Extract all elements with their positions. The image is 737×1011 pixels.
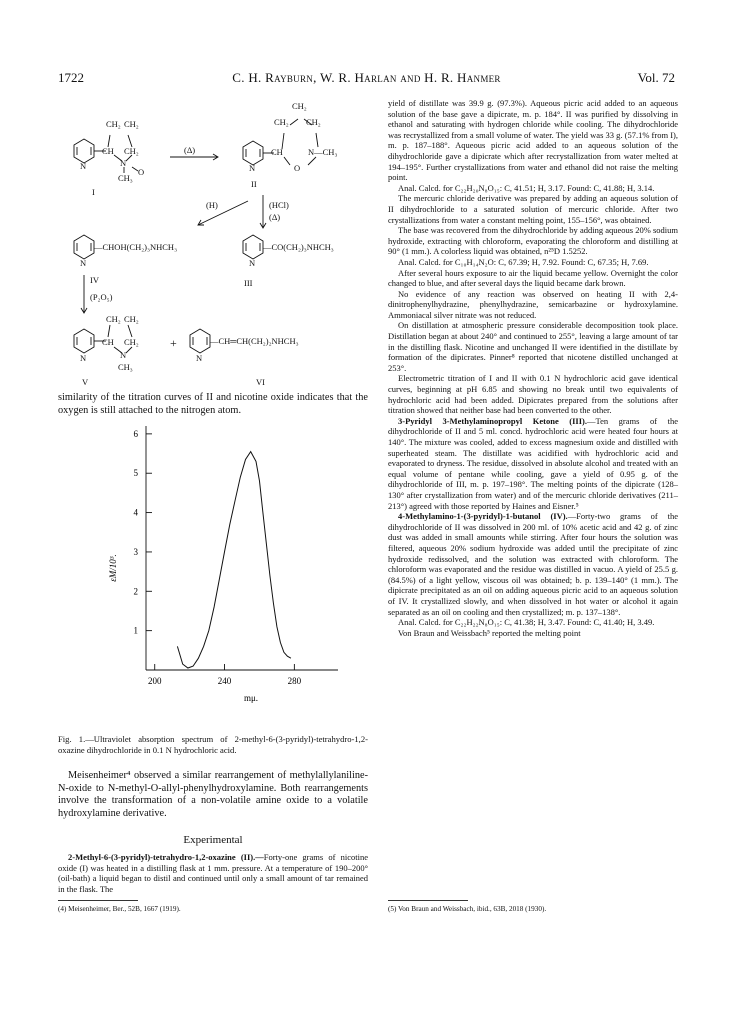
arrow-label-hcl: (HCl): [269, 200, 289, 210]
rc-anal3: Anal. Calcd. for C₂₂H₂₂N₈O₁₅: C, 41.38; H, 3.47. Found: C, 41.40; H, 3.49.: [398, 617, 655, 628]
IV-ring-n: N: [80, 258, 87, 268]
V-ch2-left: CH₂: [106, 314, 121, 324]
label-IV: IV: [90, 275, 99, 285]
II-ring-n: N: [249, 163, 256, 173]
rc-p5: No evidence of any reaction was observed on heating II with 2,4-dinitrophenylhydrazine, phenylhydrazine, semicarbazine or hydroxylamine. Ammoniacal silver nitrate was not reduced.: [388, 288, 678, 320]
x-tick-label: 240: [217, 676, 232, 686]
label-II: II: [251, 179, 257, 189]
rc-p7: Electrometric titration of I and II with 0.1 N hydrochloric acid gave identical curves, beginning at pH 6.85 and showing no break until two equivalents of hydrochloric acid had been added. Dipicrates prepared from the solutions after titration showed that neither base had been converted to the other.: [388, 373, 678, 416]
rc-p8: —Ten grams of the dihydrochloride of II and 5 ml. concd. hydrochloric acid were heated four hours at 140°. The mixture was cooled, added to excess magnesium oxide and distilled with superheated steam. The distillate was acidified with hydrochloric acid and evaporated to dryness. The residue, dissolved in absolute alcohol and treated with an equal volume of pentane while cooling, gave a yield of 0.95 g. of the dihydrochloride of III, m. p. 197–198°. The melting points of the dipicrate (128–130° after crystallization from water) and of the mercuric chloride derivatives (211–213°) agreed with those reported by Haines and Eisner.⁵: [388, 415, 678, 511]
II-ch: CH: [271, 147, 283, 157]
V-ch2-right: CH₂: [124, 314, 139, 324]
footnote-rule-right: [388, 900, 468, 901]
x-axis-label: mμ.: [243, 693, 259, 703]
x-tick-label: 280: [287, 676, 302, 686]
y-tick-label: 2: [133, 586, 138, 597]
VI-chain: —CH═CH(CH₂)₂NHCH₃: [210, 336, 299, 346]
I-ch2-right: CH₂: [124, 119, 139, 129]
II-o: O: [294, 163, 301, 173]
rc-anal1: Anal. Calcd. for C₂₂H₂₀N₈O₁₅: C, 41.51; H, 3.17. Found: C, 41.88; H, 3.14.: [398, 182, 655, 193]
author-line: C. H. Rayburn, W. R. Harlan and H. R. Hanmer: [232, 70, 501, 85]
II-n-ch3: N—CH₃: [308, 147, 338, 157]
V-ch3: CH₃: [118, 362, 133, 372]
I-n: N: [120, 158, 127, 168]
right-column: [388, 98, 678, 638]
label-V: V: [82, 377, 89, 387]
I-ch2-lower: CH₂: [124, 146, 139, 156]
V-ch2-lower: CH₂: [124, 337, 139, 347]
y-axis-label: εM/10³.: [108, 554, 118, 582]
label-III: III: [244, 278, 253, 288]
rc-p4: After several hours exposure to air the liquid became yellow. Overnight the color changed to blue, and after several days the liquid became dark brown.: [388, 267, 678, 289]
arrow-label-p2o5: (P₂O₅): [90, 292, 113, 302]
page-number: 1722: [58, 70, 84, 85]
rc-anal2: Anal. Calcd. for C₁₀H₁₄N₂O: C, 67.39; H, 7.92. Found: C, 67.35; H, 7.69.: [398, 256, 649, 267]
I-ch2-left: CH₂: [106, 119, 121, 129]
y-tick-label: 3: [133, 546, 138, 557]
arrow-label-delta2: (Δ): [269, 212, 281, 222]
II-ch2-right: CH₂: [306, 117, 321, 127]
figure-caption: Fig. 1.—Ultraviolet absorption spectrum of 2-methyl-6-(3-pyridyl)-tetrahydro-1,2-oxazine dihydrochloride in 0.1 N hydrochloric acid.: [58, 734, 368, 755]
absorption-curve: [177, 452, 291, 668]
experimental-heading: Experimental: [183, 834, 243, 846]
y-tick-label: 6: [133, 428, 138, 439]
rc-p3: The base was recovered from the dihydrochloride by adding aqueous 20% sodium hydroxide, extracting with chloroform, evaporating the chloroform and distilling at 90° (1 mm.). A colorless liquid was obtained, n²⁵D 1.5252.: [388, 225, 678, 257]
V-ch: CH: [102, 337, 114, 347]
uv-spectrum-chart: [58, 418, 378, 718]
rc-p6: On distillation at atmospheric pressure considerable decomposition took place. Distillation began at about 240° and continued to 255°, leaving a large amount of tar in the distilling flask. Nicotine and unchanged II were identified in the distillate by formation of the dipicrates. Pinner⁸ reported that nicotene distilled unchanged at 253°.: [388, 320, 678, 373]
I-o: O: [138, 167, 145, 177]
reaction-scheme: [58, 95, 388, 390]
y-tick-label: 1: [133, 625, 138, 636]
V-n: N: [120, 350, 127, 360]
footnote-left: (4) Meisenheimer, Ber., 52B, 1667 (1919).: [58, 905, 181, 913]
running-header: [58, 70, 675, 88]
II-ch2-left: CH₂: [274, 117, 289, 127]
exp-body: Forty-one grams of nicotine oxide (I) was heated in a distilling flask at 1 mm. pressure. At a temperature of 190–200° (oil-bath) a liquid began to distil and continued until only a small amount of tar remained in the flask. The: [58, 852, 368, 894]
rc-p9: —Forty-two grams of the dihydrochloride of II was dissolved in 200 ml. of 10% acetic acid and 42 g. of zinc dust was added in small amounts while stirring. After four hours the solution was filtered, aqueous 20% sodium hydroxide was added until the precipitate of zinc hydroxide redissolved, and the solution was extracted with chloroform. The chloroform was evaporated and the residue was distilled in vacuo. A yield of 25.5 g. (84.5%) of a light yellow, viscous oil was obtained; b. p. 139–140° (1 mm.). The dipicrate precipitated as an oil on adding aqueous picric acid to an aqueous solution of IV. It crystallized slowly, and when dissolved in hot water or alcohol it again separated as an oil on cooling and then crystallized; m. p. 137–138°.: [388, 511, 678, 617]
x-tick-label: 200: [147, 676, 162, 686]
footnote-rule-left: [58, 900, 138, 901]
rc-p8-title: 3-Pyridyl 3-Methylaminopropyl Ketone (III).: [398, 415, 587, 426]
plus-sign: +: [170, 336, 177, 350]
arrow-label-h: (H): [206, 200, 218, 210]
III-chain: —CO(CH₂)₃NHCH₃: [263, 242, 334, 252]
meisenheimer-paragraph: Meisenheimer⁴ observed a similar rearrangement of methylallylaniline-N-oxide to N-methyl-O-allyl-phenylhydroxylamine. Both rearrangements involve the transformation of a non-volatile amine oxide to a volatile hydroxylamine derivative.: [58, 770, 368, 819]
y-tick-label: 5: [133, 468, 138, 479]
rc-p1: yield of distillate was 39.9 g. (97.3%). Aqueous picric acid added to an aqueous solution of the base gave a dipicrate, m. p. 184°. II was purified by dissolving in ethanol and saturating with hydrogen chloride while cooling. The dihydrochloride was recrystallized from a small volume of water. The yield was 33 g. (57.1% from I), m. p. 187–188°. Aqueous picric acid added to an aqueous solution of the dihydrochloride gave a dipicrate which after recrystallization from water melted at 194–195°. Further crystallizations from water and ethanol did not raise the melting point.: [388, 98, 678, 183]
V-ring-n: N: [80, 353, 87, 363]
label-VI: VI: [256, 377, 265, 387]
rc-p10: Von Braun and Weissbach⁵ reported the melting point: [398, 627, 581, 638]
rc-p9-title: 4-Methylamino-1-(3-pyridyl)-1-butanol (IV).: [398, 511, 568, 522]
IV-chain: —CHOH(CH₂)₃NHCH₃: [94, 242, 178, 252]
label-I: I: [92, 187, 95, 197]
III-ring-n: N: [249, 258, 256, 268]
I-ch3: CH₃: [118, 173, 133, 183]
intro-paragraph: similarity of the titration curves of II and nicotine oxide indicates that the oxygen is still attached to the nitrogen atom.: [58, 392, 368, 416]
II-ch2-top: CH₂: [292, 101, 307, 111]
VI-ring-n: N: [196, 353, 203, 363]
exp-title: 2-Methyl-6-(3-pyridyl)-tetrahydro-1,2-oxazine (II).—: [68, 852, 264, 862]
I-ch: CH: [102, 146, 114, 156]
y-tick-label: 4: [133, 507, 138, 518]
volume-label: Vol. 72: [637, 70, 675, 85]
arrow-label-delta: (Δ): [184, 145, 196, 155]
footnote-right: (5) Von Braun and Weissbach, ibid., 63B, 2018 (1930).: [388, 905, 547, 913]
I-ring-n: N: [80, 161, 87, 171]
rc-p2: The mercuric chloride derivative was prepared by adding an aqueous solution of II dihydrochloride to a saturated solution of mercuric chloride. After two crystallizations from water a constant melting point, 155–156°, was obtained.: [388, 193, 678, 225]
